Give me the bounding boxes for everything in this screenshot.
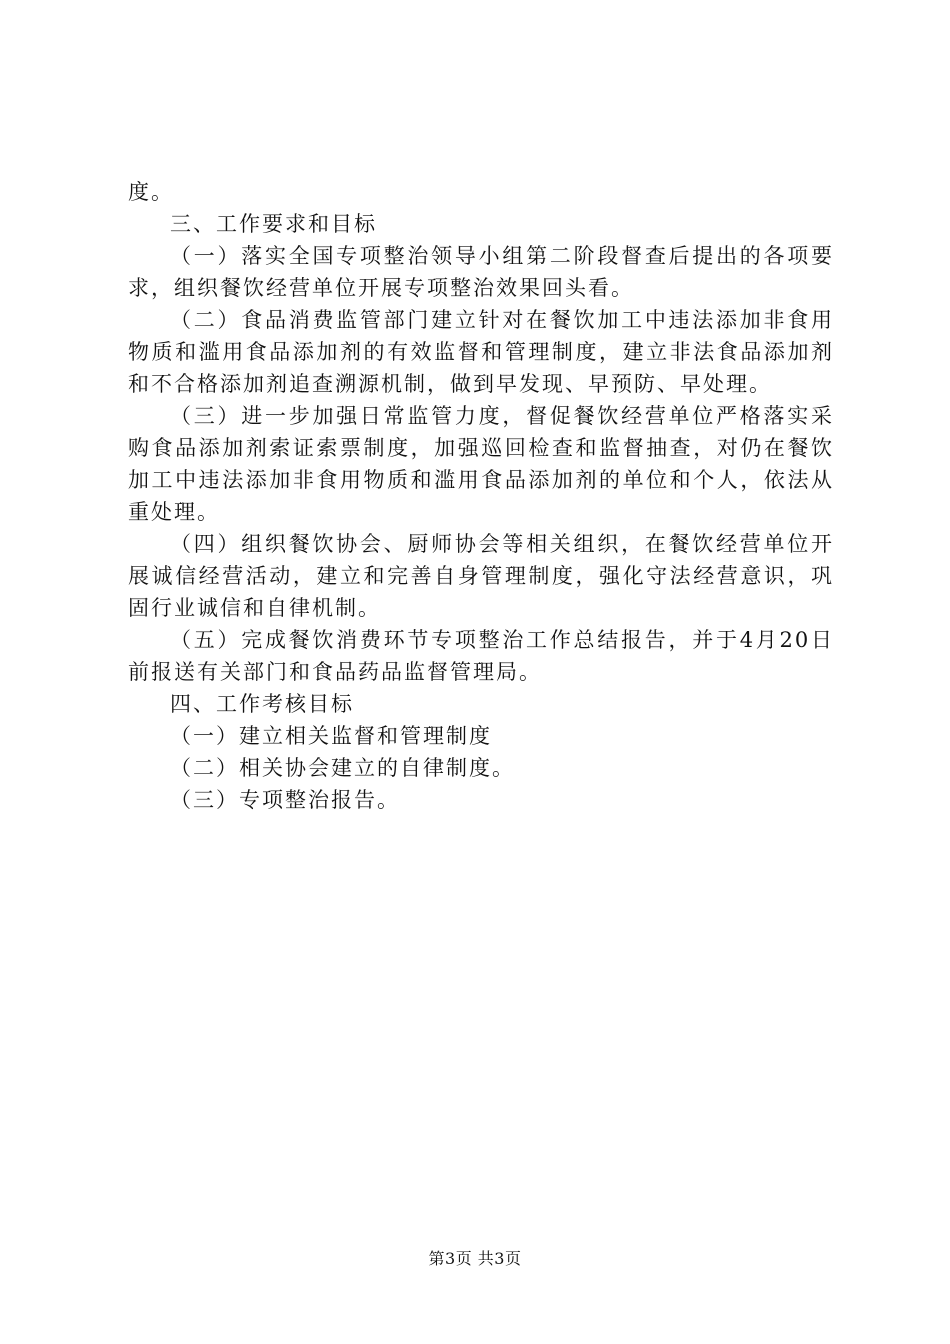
page-number-footer: 第3页 共3页 xyxy=(428,1249,522,1268)
requirement-item-2: （二）食品消费监管部门建立针对在餐饮加工中违法添加非食用物质和滥用食品添加剂的有效监督和管理制度，建立非法食品添加剂和不合格添加剂追查溯源机制，做到早发现、早预防、早处理。 xyxy=(128,308,834,396)
requirement-item-4: （四）组织餐饮协会、厨师协会等相关组织，在餐饮经营单位开展诚信经营活动，建立和完善自身管理制度，强化守法经营意识，巩固行业诚信和自律机制。 xyxy=(128,532,834,620)
requirement-item-5: （五）完成餐饮消费环节专项整治工作总结报告，并于4月20日前报送有关部门和食品药品监督管理局。 xyxy=(128,628,834,684)
assessment-item-1: （一）建立相关监督和管理制度 xyxy=(170,724,492,748)
paragraph-continuation: 度。 xyxy=(128,180,174,204)
document-body xyxy=(128,176,834,816)
section-heading-requirements: 三、工作要求和目标 xyxy=(170,212,377,236)
requirement-item-1: （一）落实全国专项整治领导小组第二阶段督查后提出的各项要求，组织餐饮经营单位开展专项整治效果回头看。 xyxy=(128,244,834,300)
requirement-item-3: （三）进一步加强日常监管力度，督促餐饮经营单位严格落实采购食品添加剂索证索票制度，加强巡回检查和监督抽查，对仍在餐饮加工中违法添加非食用物质和滥用食品添加剂的单位和个人，依法从重处理。 xyxy=(128,404,834,524)
assessment-item-2: （二）相关协会建立的自律制度。 xyxy=(170,756,515,780)
section-heading-assessment: 四、工作考核目标 xyxy=(170,692,354,716)
assessment-item-3: （三）专项整治报告。 xyxy=(170,788,400,812)
